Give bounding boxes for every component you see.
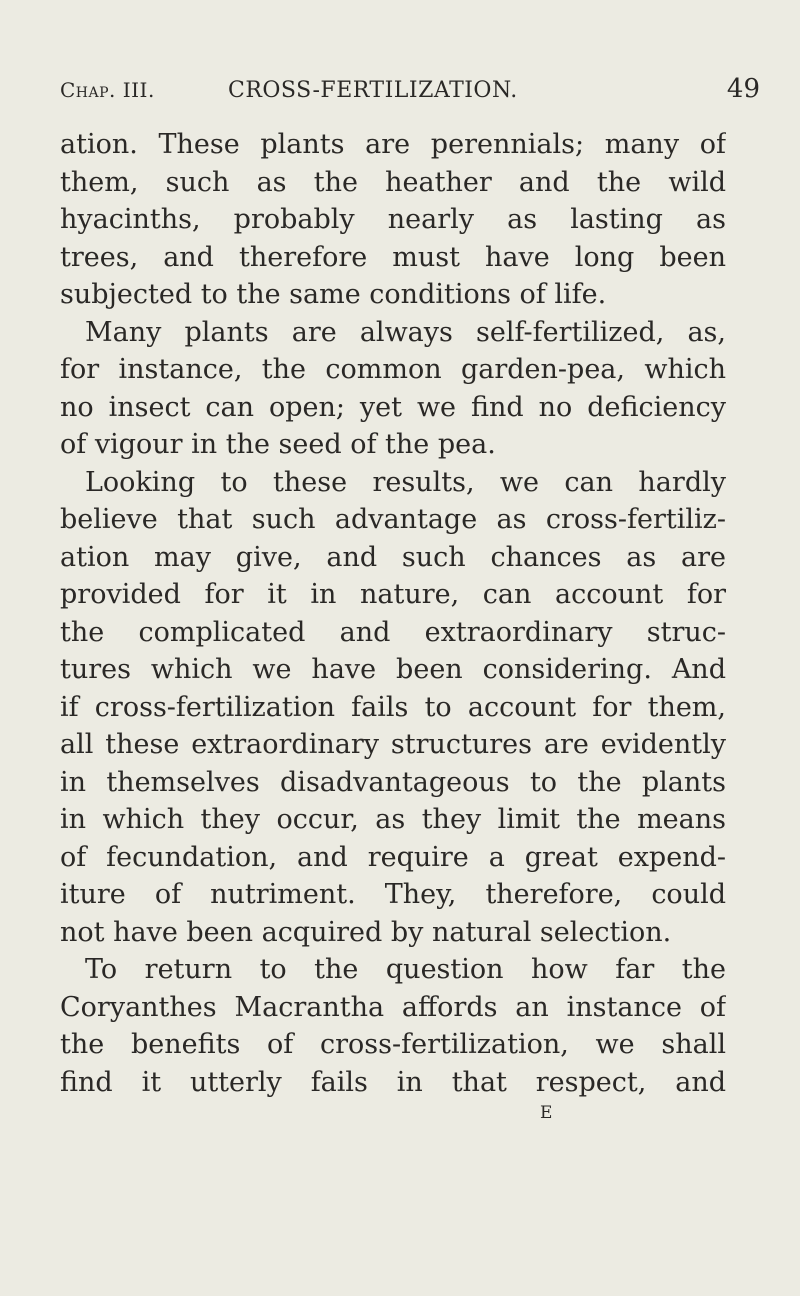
text-line: tures which we have been considering. And xyxy=(60,654,726,685)
text-line: Looking to these results, we can hardly xyxy=(85,466,726,498)
running-title: CROSS-FERTILIZATION. xyxy=(228,78,518,103)
text-line: no insect can open; yet we find no deficiency xyxy=(60,391,726,423)
text-line: hyacinths, probably nearly as lasting as xyxy=(60,204,726,235)
text-line: provided for it in nature, can account for xyxy=(60,579,726,610)
text-line: Many plants are always self-fertilized, as, xyxy=(85,316,726,348)
body-text xyxy=(60,126,726,1101)
text-line: trees, and therefore must have long been xyxy=(60,241,726,273)
running-head xyxy=(60,74,760,110)
text-line: ation may give, and such chances as are xyxy=(60,541,726,573)
text-line: of vigour in the seed of the pea. xyxy=(60,429,496,460)
text-line: To return to the question how far the xyxy=(85,954,726,985)
text-line: of fecundation, and require a great expend- xyxy=(60,841,726,873)
text-line: if cross-fertilization fails to account for them, xyxy=(60,691,726,723)
text-line: the benefits of cross-fertilization, we shall xyxy=(60,1029,726,1060)
text-line: not have been acquired by natural selection. xyxy=(60,916,672,948)
text-line: them, such as the heather and the wild xyxy=(60,166,726,198)
text-line: iture of nutriment. They, therefore, could xyxy=(60,879,726,910)
text-line: ation. These plants are perennials; many of xyxy=(60,129,726,160)
text-line: all these extraordinary structures are evidently xyxy=(60,729,726,760)
chapter-label: Chap. III. xyxy=(60,78,155,102)
page-number: 49 xyxy=(726,74,760,104)
signature-mark: E xyxy=(540,1103,554,1123)
text-line: in themselves disadvantageous to the plants xyxy=(60,766,726,798)
text-line: for instance, the common garden-pea, which xyxy=(60,354,726,385)
text-line: believe that such advantage as cross-fertiliz- xyxy=(60,504,726,535)
text-line: Coryanthes Macrantha affords an instance of xyxy=(60,991,726,1023)
text-line: find it utterly fails in that respect, and xyxy=(60,1066,726,1098)
text-line: in which they occur, as they limit the means xyxy=(60,804,726,835)
text-line: the complicated and extraordinary struc- xyxy=(60,616,726,648)
text-line: subjected to the same conditions of life. xyxy=(60,279,607,310)
